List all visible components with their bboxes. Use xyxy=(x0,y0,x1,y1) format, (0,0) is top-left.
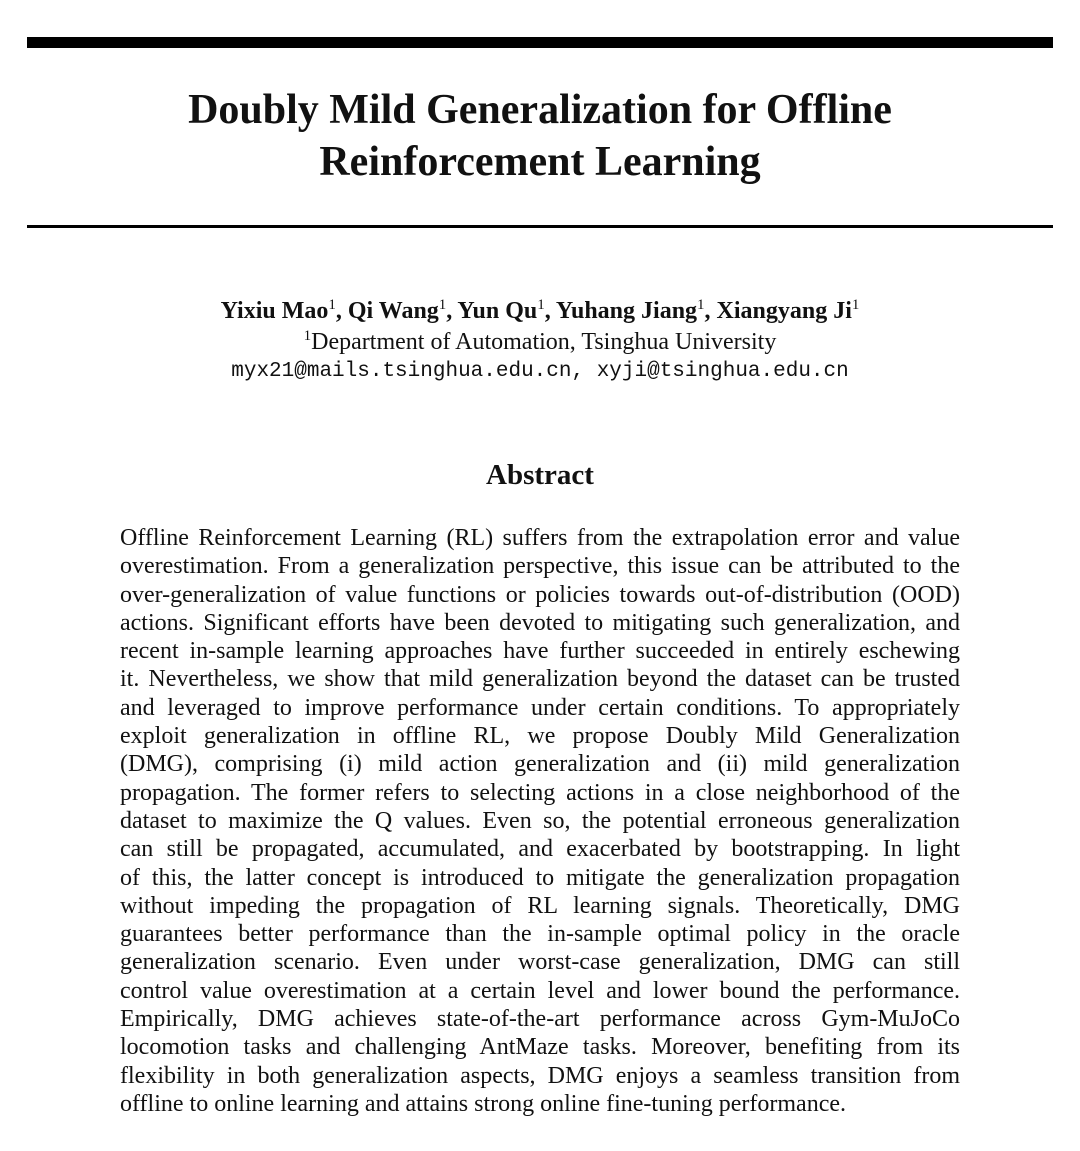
affiliation-text: Department of Automation, Tsinghua University xyxy=(311,329,777,355)
abstract-line: dataset to maximize the Q values. Even so, the potential erroneous generalization xyxy=(120,807,960,834)
paper-title xyxy=(40,84,1040,188)
abstract-line: control value overestimation at a certain level and lower bound the performance. xyxy=(120,977,960,1004)
top-rule xyxy=(27,37,1053,48)
author-name: Yun Qu xyxy=(457,298,538,324)
abstract-line: propagation. The former refers to selecting actions in a close neighborhood of the xyxy=(120,779,960,806)
abstract-line: (DMG), comprising (i) mild action generalization and (ii) mild generalization xyxy=(120,751,960,778)
abstract-line: and leveraged to improve performance under certain conditions. To appropriately xyxy=(120,694,960,721)
title-line-2: Reinforcement Learning xyxy=(319,139,761,185)
abstract-line: Offline Reinforcement Learning (RL) suffers from the extrapolation error and value xyxy=(120,525,960,551)
title-line-1: Doubly Mild Generalization for Offline xyxy=(188,87,892,133)
author-affil-mark: 1 xyxy=(328,297,336,313)
abstract-line: without impeding the propagation of RL learning signals. Theoretically, DMG xyxy=(120,892,960,919)
abstract-line: Empirically, DMG achieves state-of-the-art performance across Gym-MuJoCo xyxy=(120,1006,960,1033)
abstract-line: overestimation. From a generalization perspective, this issue can be attributed to the xyxy=(120,553,960,580)
abstract-line: over-generalization of value functions or policies towards out-of-distribution (OOD) xyxy=(120,581,960,608)
abstract-line: of this, the latter concept is introduced to mitigate the generalization propagation xyxy=(120,864,960,891)
author-emails: myx21@mails.tsinghua.edu.cn, xyji@tsinghua.edu.cn xyxy=(231,360,849,383)
author-name: Xiangyang Ji xyxy=(716,298,852,324)
author-name: Qi Wang xyxy=(347,298,439,324)
abstract-line: can still be propagated, accumulated, and exacerbated by bootstrapping. In light xyxy=(120,836,960,863)
author-affil-mark: 1 xyxy=(438,297,447,313)
affiliation xyxy=(40,327,1040,357)
abstract-line: offline to online learning and attains strong online fine-tuning performance. xyxy=(120,1090,847,1117)
abstract-line: flexibility in both generalization aspects, DMG enjoys a seamless transition from xyxy=(120,1062,960,1089)
abstract-line: guarantees better performance than the in-sample optimal policy in the oracle xyxy=(120,921,960,948)
author-list: Yixiu Mao$^1$, Qi Wang$^1$, Yun Qu$^1$, Yuhang Jiang$^1$, Xiangyang Ji$^1$ xyxy=(220,297,860,324)
abstract-heading: Abstract xyxy=(486,459,594,491)
author-affil-mark: 1 xyxy=(851,297,860,313)
affiliation-mark: 1 xyxy=(303,328,312,344)
author-name: Yixiu Mao xyxy=(220,298,329,324)
author-name: Yuhang Jiang xyxy=(555,298,698,324)
abstract-line: generalization scenario. Even under worst-case generalization, DMG can still xyxy=(120,949,960,976)
abstract-line: locomotion tasks and challenging AntMaze tasks. Moreover, benefiting from its xyxy=(120,1034,960,1061)
abstract-line: exploit generalization in offline RL, we propose Doubly Mild Generalization xyxy=(120,723,960,750)
author-affil-mark: 1 xyxy=(697,297,705,313)
bottom-rule xyxy=(27,225,1053,228)
abstract-line: actions. Significant efforts have been devoted to mitigating such generalization, and xyxy=(120,609,960,636)
abstract-line: it. Nevertheless, we show that mild generalization beyond the dataset can be trusted xyxy=(120,666,960,693)
abstract-body xyxy=(120,524,960,1118)
author-affil-mark: 1 xyxy=(537,297,545,313)
abstract-line: recent in-sample learning approaches have further succeeded in entirely eschewing xyxy=(120,638,960,665)
